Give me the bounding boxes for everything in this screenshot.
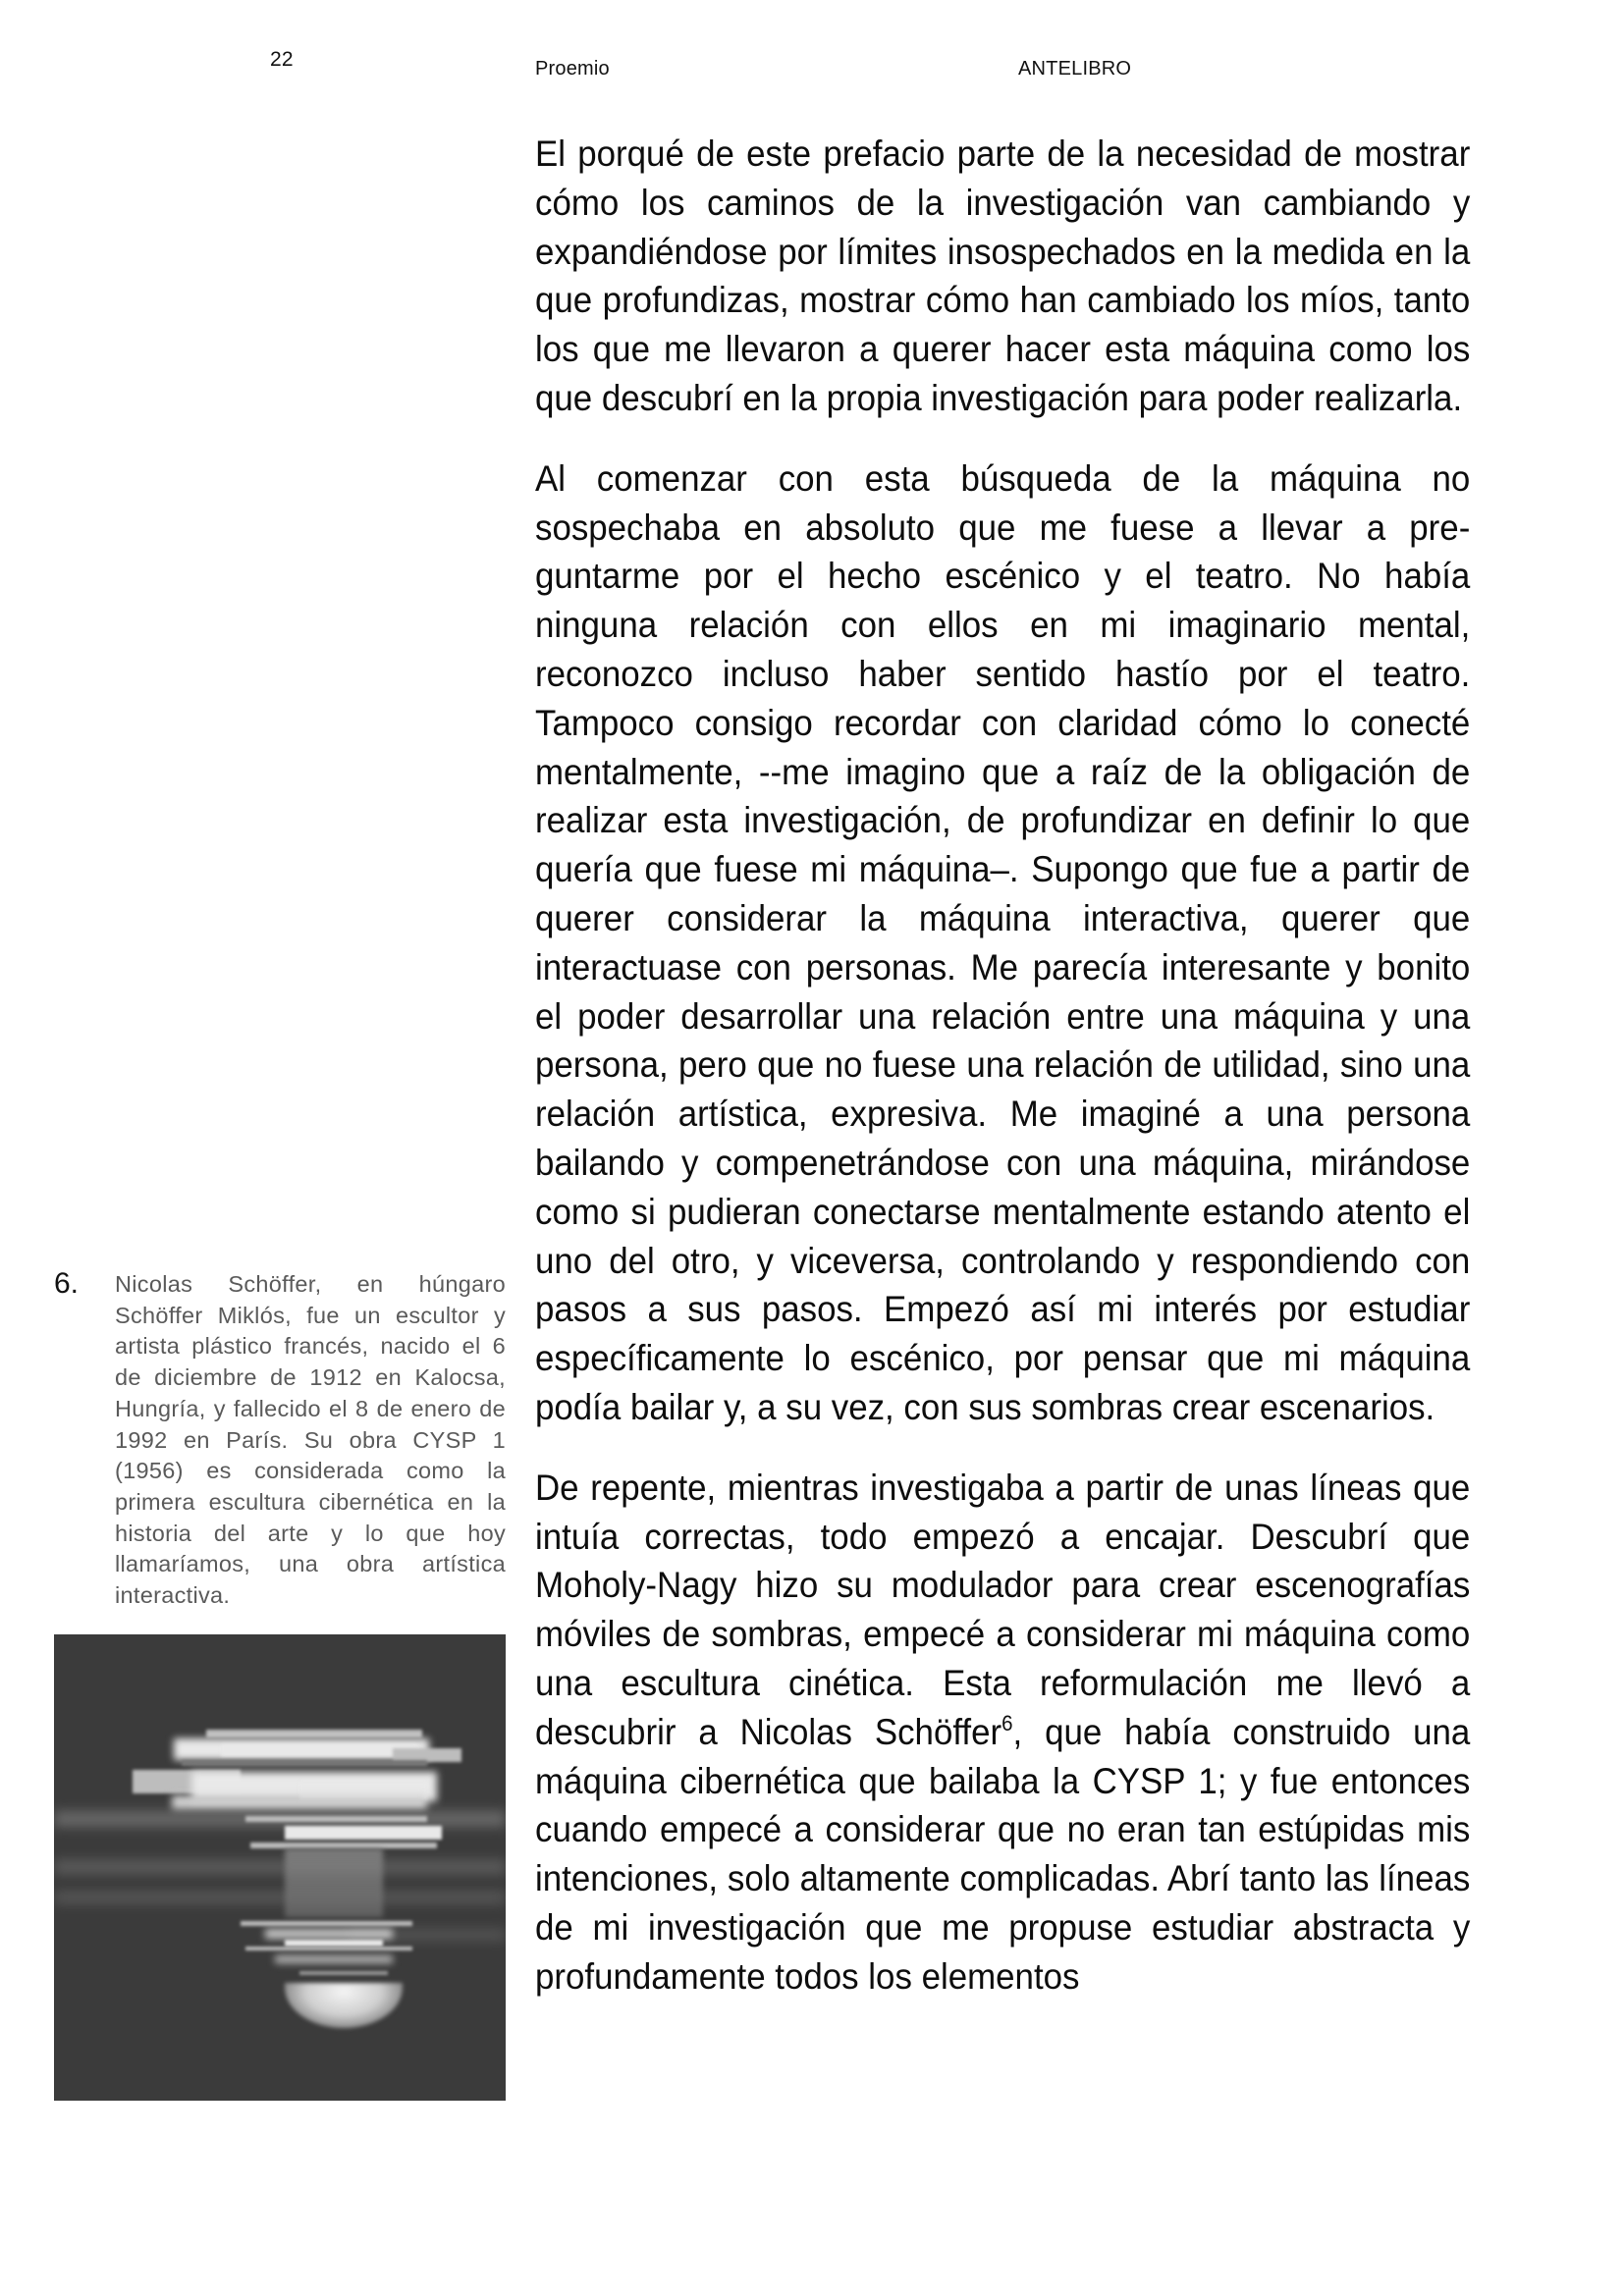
footnote-reference-6[interactable]: 6 bbox=[1001, 1710, 1013, 1735]
paragraph-text: De repente, mientras investigaba a partir de unas líneas que intuía correctas, todo empezó a encajar. Descubrí que Moholy-Nagy hizo su modulador para crear escenografías móviles de sombras, empecé a considerar mi máquina como una escultura cinética. Esta reformulación me llevó a descubrir a Nicolas Schöffer bbox=[535, 1466, 1471, 1752]
body-paragraph-3 bbox=[535, 1464, 1470, 2002]
paragraph-text: , que había construido una máquina cibernética que bailaba la CYSP 1; y fue entonces cuando empecé a considerar que no eran tan estúpidas mis intenciones, solo altamente complicadas. Abrí tanto las líneas de mi investigación que me propuse estudiar abstracta y profundamente todos los elementos bbox=[535, 1710, 1471, 1997]
running-head-section: Proemio bbox=[535, 58, 610, 80]
body-paragraph-2: Al comenzar con esta búsqueda de la máquina no sospechaba en absoluto que me fuese a llevar a preguntarme por el hecho escénico y el teatro. No había ninguna relación con ellos en mi imaginario mental, reconozco incluso haber sentido hastío por el teatro. Tampoco consigo recordar con claridad cómo lo conecté mentalmente, --me imagino que a raíz de la obligación de realizar esta investigación, de profundizar en definir lo que quería que fuese mi máquina–. Supongo que fue a partir de querer considerar la máquina interactiva, querer que interactuase con personas. Me parecía interesante y bonito el poder desarrollar una relación entre una máquina y una persona, pero que no fuese una relación de utilidad, sino una relación artística, expresiva. Me imaginé a una persona bailando y compenetrándose con una máquina, mirándose como si pudieran conectarse mentalmente estando atento el uno del otro, y viceversa, controlando y respondiendo con pasos a sus pasos. Empezó así mi interés por estudiar específicamente lo escénico, por pensar que mi máquina podía bailar y, a su vez, con sus sombras crear escenarios. bbox=[535, 456, 1471, 1427]
footnote-number: 6. bbox=[54, 1267, 80, 1300]
footnote-text: Nicolas Schöffer, en húngaro Schöffer Miklós, fue un escultor y artista plástico francés, nacido el 6 de diciembre de 1912 en Kalocsa, Hungría, y fallecido el 8 de enero de 1992 en París. Su obra CYSP 1 (1956) es considerada como la primera escultura cibernética en la historia del arte y lo que hoy llamaríamos, una obra artística interactiva. bbox=[115, 1271, 506, 1609]
page-number: 22 bbox=[270, 48, 294, 71]
cysp1-sculpture-photo bbox=[54, 1634, 506, 2101]
body-paragraph-1: El porqué de este prefacio parte de la necesidad de mostrar cómo los caminos de la investigación van cambiando y expandiéndose por límites insospechados en la medida en la que profundizas, mostrar cómo han cambiado los míos, tanto los que me llevaron a querer hacer esta máquina como los que descubrí en la propia investigación para poder realizarla. bbox=[535, 133, 1471, 418]
running-head-book-title: ANTELIBRO bbox=[1018, 58, 1132, 80]
main-text-column bbox=[535, 130, 1470, 2001]
